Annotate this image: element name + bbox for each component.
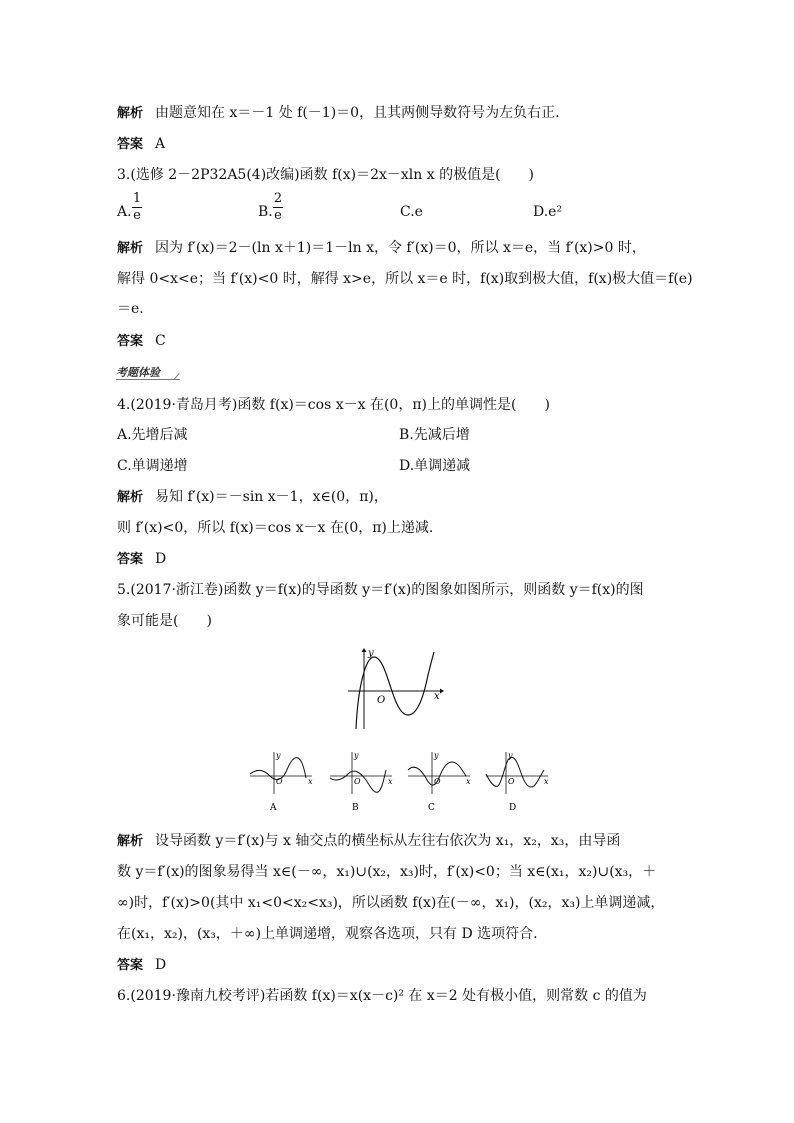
choice-label: A <box>270 803 277 813</box>
q6-stem <box>117 986 647 1006</box>
answer-text: D <box>155 957 167 973</box>
choice-label: D <box>509 803 517 813</box>
x-axis-label: x <box>434 691 440 702</box>
choice-curve <box>486 757 544 787</box>
choice-label: C <box>428 803 435 813</box>
q4-option-c: C.单调递增 <box>117 458 188 474</box>
solution-text: ＝e. <box>117 301 144 317</box>
answer-label: 答案 <box>117 552 144 567</box>
x-axis-label: x <box>388 777 393 786</box>
section-badge: 考题体验 <box>116 366 160 379</box>
q5-answer-line <box>117 955 166 976</box>
q3-solution-line-2 <box>117 269 693 289</box>
origin-label: O <box>434 777 441 786</box>
q3-option-c: C.e <box>400 204 423 220</box>
solution-label: 解析 <box>117 490 144 505</box>
y-axis-label: y <box>354 751 359 760</box>
choice-graph-a <box>246 748 318 814</box>
solution-text: 则 f′(x)<0，所以 f(x)＝cos x－x 在(0，π)上递减. <box>117 520 434 536</box>
choice-graph-d <box>482 748 554 814</box>
q3-solution-line-3 <box>117 299 144 319</box>
q5-stem-line-1 <box>117 580 644 600</box>
q5-stem-line-2 <box>117 611 212 631</box>
choice-curve <box>408 762 466 785</box>
solution-text: 由题意知在 x＝－1 处 f(－1)＝0，且其两侧导数符号为左负右正. <box>155 105 560 121</box>
solution-label: 解析 <box>117 106 144 121</box>
derivative-graph <box>344 645 444 731</box>
solution-text: 解得 0<x<e；当 f′(x)<0 时，解得 x>e，所以 x＝e 时，f(x)取到极大值，f(x)极大值＝f(e) <box>117 271 693 287</box>
q4-answer-line <box>117 549 166 570</box>
x-axis-label: x <box>308 777 313 786</box>
origin-label: O <box>276 777 283 786</box>
y-axis-label: y <box>276 751 281 760</box>
q3-solution-line-1 <box>117 238 646 259</box>
solution-text: 数 y＝f′(x)的图象易得当 x∈(－∞，x₁)∪(x₂，x₃)时，f′(x)<0；当 x∈(x₁，x₂)∪(x₃，＋ <box>117 864 657 880</box>
question-text: 象可能是( ) <box>117 613 212 629</box>
y-axis-label: y <box>434 751 439 760</box>
y-axis-label: y <box>508 751 513 760</box>
answer-text: A <box>155 136 166 152</box>
x-axis-label: x <box>466 777 471 786</box>
answer-text: D <box>155 551 167 567</box>
question-text: 4.(2019·青岛月考)函数 f(x)＝cos x－x 在(0，π)上的单调性是( ) <box>117 397 550 413</box>
q3-option-a-fraction: 1 e <box>132 191 142 223</box>
answer-label: 答案 <box>117 137 144 152</box>
q3-answer-line <box>117 331 166 352</box>
question-text: 6.(2019·豫南九校考评)若函数 f(x)＝x(x－c)² 在 x＝2 处有极小值，则常数 c 的值为 <box>117 988 647 1004</box>
answer-text: C <box>155 333 166 349</box>
badge-underline <box>116 379 180 380</box>
q4-solution-line-2 <box>117 518 433 538</box>
origin-label: O <box>354 777 361 786</box>
solution-label: 解析 <box>117 834 144 849</box>
q5-solution-line-2 <box>117 862 656 882</box>
question-text: 5.(2017·浙江卷)函数 y＝f(x)的导函数 y＝f′(x)的图象如图所示，则函数 y＝f(x)的图 <box>117 582 644 598</box>
q4-option-d: D.单调递减 <box>399 458 471 474</box>
q4-option-b: B.先减后增 <box>399 427 470 443</box>
q4-option-a: A.先增后减 <box>117 427 188 443</box>
solution-text: 易知 f′(x)＝－sin x－1，x∈(0，π)， <box>155 489 388 505</box>
solution-text: 在(x₁，x₂)，(x₃，＋∞)上单调递增，观察各选项，只有 D 选项符合. <box>117 926 538 942</box>
choice-label: B <box>352 803 359 813</box>
answer-label: 答案 <box>117 334 144 349</box>
origin-label: O <box>508 777 515 786</box>
solution-text: 因为 f′(x)＝2－(ln x＋1)＝1－ln x，令 f′(x)＝0，所以 x＝e，当 f′(x)>0 时， <box>155 240 646 256</box>
origin-label: O <box>377 695 386 706</box>
answer-label: 答案 <box>117 958 144 973</box>
y-axis-label: y <box>368 648 374 659</box>
x-axis-label: x <box>544 777 549 786</box>
y-axis-arrow <box>362 648 367 652</box>
q2-answer-line <box>117 134 165 155</box>
solution-text: 设导函数 y＝f′(x)与 x 轴交点的横坐标从左往右依次为 x₁，x₂，x₃，由导函 <box>155 833 621 849</box>
q5-solution-line-1 <box>117 831 620 852</box>
q3-option-b-fraction: 2 e <box>273 191 283 223</box>
choice-graph-c <box>404 748 476 814</box>
q2-solution-line <box>117 103 560 124</box>
q3-option-a: A. <box>117 204 132 220</box>
q5-solution-line-3 <box>117 893 664 913</box>
q3-option-b: B. <box>258 204 273 220</box>
q5-solution-line-4 <box>117 924 538 944</box>
choice-graph-b <box>326 748 398 814</box>
q3-option-d: D.e² <box>533 204 563 220</box>
solution-label: 解析 <box>117 241 144 256</box>
question-text: 3.(选修 2－2P32A5(4)改编)函数 f(x)＝2x－xln x 的极值是( ) <box>117 167 534 183</box>
q4-stem <box>117 395 550 415</box>
q4-solution-line-1 <box>117 487 388 508</box>
solution-text: ∞)时，f′(x)>0(其中 x₁<0<x₂<x₃)，所以函数 f(x)在(－∞，x₁)，(x₂，x₃)上单调递减， <box>117 895 665 911</box>
x-axis-arrow <box>440 689 444 694</box>
q3-stem <box>117 165 534 185</box>
